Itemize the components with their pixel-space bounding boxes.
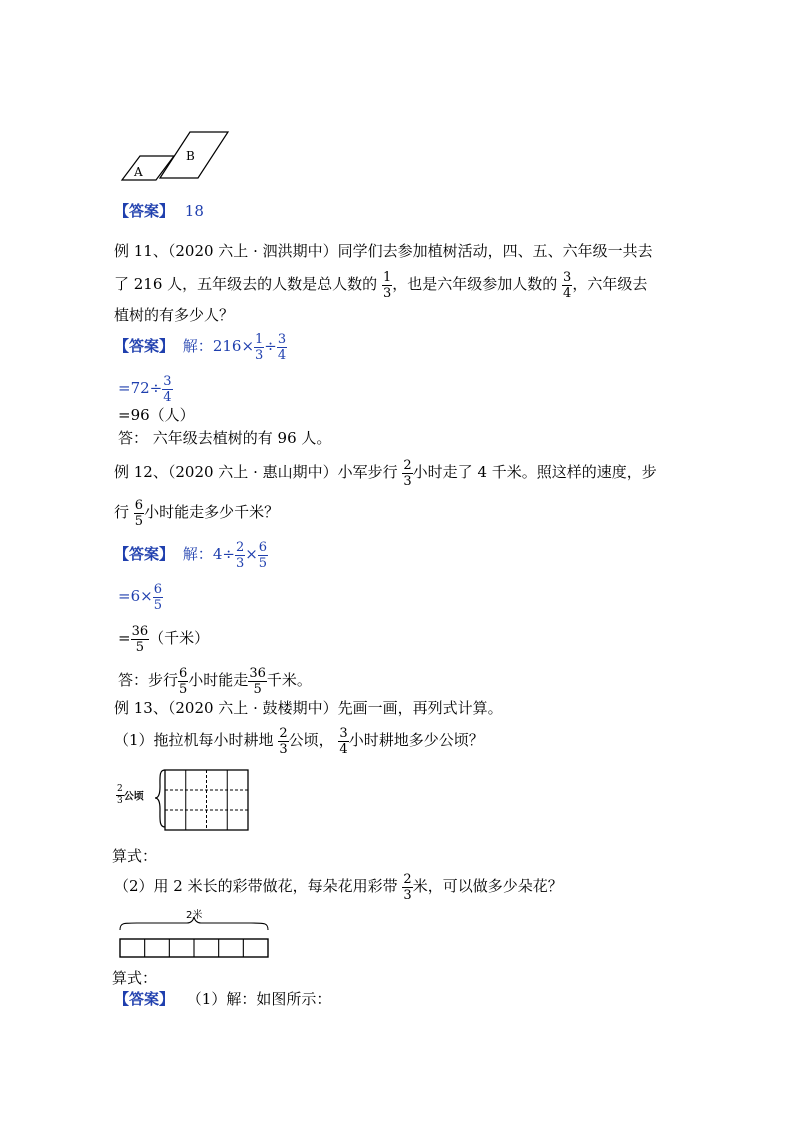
- ans11-step3: =96（人）: [118, 406, 195, 424]
- solve-label: 解：: [182, 545, 213, 563]
- operator: ×: [245, 545, 258, 563]
- fraction: $\frac{36}{5}$: [131, 623, 149, 655]
- answer-tag: 【答案】: [114, 545, 175, 563]
- ex12-text: 行: [114, 503, 130, 521]
- ex12-text: 小时走了 4 千米。照这样的速度，步: [412, 463, 657, 481]
- ribbon-figure: [117, 917, 272, 961]
- ex13-q2: [114, 866, 563, 906]
- answer-10: [114, 200, 204, 221]
- q1-text: （1）拖拉机每小时耕地: [114, 731, 274, 749]
- concl-text: 小时能走: [188, 671, 249, 689]
- ex12-text: 例 12、（2020 六上 · 惠山期中）小军步行: [114, 463, 398, 481]
- brace-icon: [120, 917, 268, 930]
- concl-text: 千米。: [266, 671, 312, 689]
- ex13-line1: 例 13、（2020 六上 · 鼓楼期中）先画一画，再列式计算。: [114, 699, 503, 717]
- operator: ÷: [264, 337, 277, 355]
- fraction-3-4: $\frac{3}{4}$: [563, 269, 572, 301]
- ribbon-label: 2米: [186, 910, 203, 921]
- ex11-line1: 例 11、（2020 六上 · 泗洪期中）同学们去参加植树活动，四、五、六年级一共去: [114, 242, 653, 260]
- fraction: $\frac{3}{4}$: [277, 331, 287, 363]
- ans12-step3: [118, 618, 209, 658]
- fraction: $\frac{2}{3}$: [117, 784, 123, 806]
- q1-text: 小时耕地多少公顷？: [348, 731, 484, 749]
- formula-2: 算式：: [112, 969, 158, 987]
- parallelogram-figure: [118, 128, 233, 184]
- expr: =6×: [118, 587, 153, 605]
- ex11-line2: [114, 264, 647, 304]
- ex12-line2: [114, 492, 279, 532]
- ex12-text: 小时能走多少千米？: [144, 503, 280, 521]
- ex13-q1: [114, 720, 484, 760]
- fraction: $\frac{6}{5}$: [258, 539, 268, 571]
- unit: 公顷: [123, 791, 144, 803]
- ex11-line3: 植树的有多少人？: [114, 306, 235, 324]
- fraction-1-3: $\frac{1}{3}$: [382, 269, 392, 301]
- expr: =: [118, 629, 131, 647]
- fraction: $\frac{2}{3}$: [279, 725, 288, 757]
- formula-1: 算式：: [112, 847, 158, 865]
- answer-text: （1）解：如图所示：: [186, 990, 332, 1008]
- unit: （千米）: [149, 629, 210, 647]
- answer-tag: 【答案】: [114, 202, 175, 220]
- fraction: $\frac{36}{5}$: [249, 665, 266, 697]
- answer-tag: 【答案】: [114, 337, 175, 355]
- ans11-step2: [118, 368, 173, 408]
- fraction: $\frac{6}{5}$: [134, 497, 144, 529]
- expr: 4÷: [212, 545, 235, 563]
- concl-text: 答：步行: [118, 671, 179, 689]
- label-b: B: [186, 149, 195, 163]
- ex11-text: 了 216 人，五年级去的人数是总人数的: [114, 275, 378, 293]
- q1-text: 公顷，: [288, 731, 334, 749]
- ex11-text: ，也是六年级参加人数的: [392, 275, 558, 293]
- answer-value: 18: [184, 202, 204, 220]
- brace-icon: [155, 770, 165, 827]
- fraction: $\frac{6}{5}$: [179, 665, 188, 697]
- fraction: $\frac{6}{5}$: [153, 581, 162, 613]
- fraction: $\frac{1}{3}$: [255, 331, 264, 363]
- answer-11: [114, 326, 287, 366]
- fraction: $\frac{2}{3}$: [235, 539, 245, 571]
- expr: 216×: [212, 337, 255, 355]
- fraction: $\frac{3}{4}$: [163, 373, 172, 405]
- expr: =72÷: [118, 379, 163, 397]
- answer-tag: 【答案】: [114, 990, 175, 1008]
- grid-label: [116, 785, 144, 806]
- ex12-line1: [114, 452, 657, 492]
- fraction: $\frac{2}{3}$: [403, 871, 412, 903]
- ans12-step2: [118, 576, 163, 616]
- label-a: A: [134, 165, 143, 179]
- q2-text: （2）用 2 米长的彩带做花，每朵花用彩带: [114, 877, 398, 895]
- ans12-conclusion: [118, 660, 312, 700]
- q2-text: 米，可以做多少朵花？: [412, 877, 563, 895]
- answer-12: [114, 534, 268, 574]
- fraction: $\frac{2}{3}$: [403, 457, 412, 489]
- answer-13: [114, 988, 331, 1009]
- fraction: $\frac{3}{4}$: [339, 725, 348, 757]
- ex11-text: ，六年级去: [572, 275, 648, 293]
- solve-label: 解：: [182, 337, 213, 355]
- grid-figure: [155, 767, 251, 833]
- ans11-conclusion: 答： 六年级去植树的有 96 人。: [118, 429, 332, 447]
